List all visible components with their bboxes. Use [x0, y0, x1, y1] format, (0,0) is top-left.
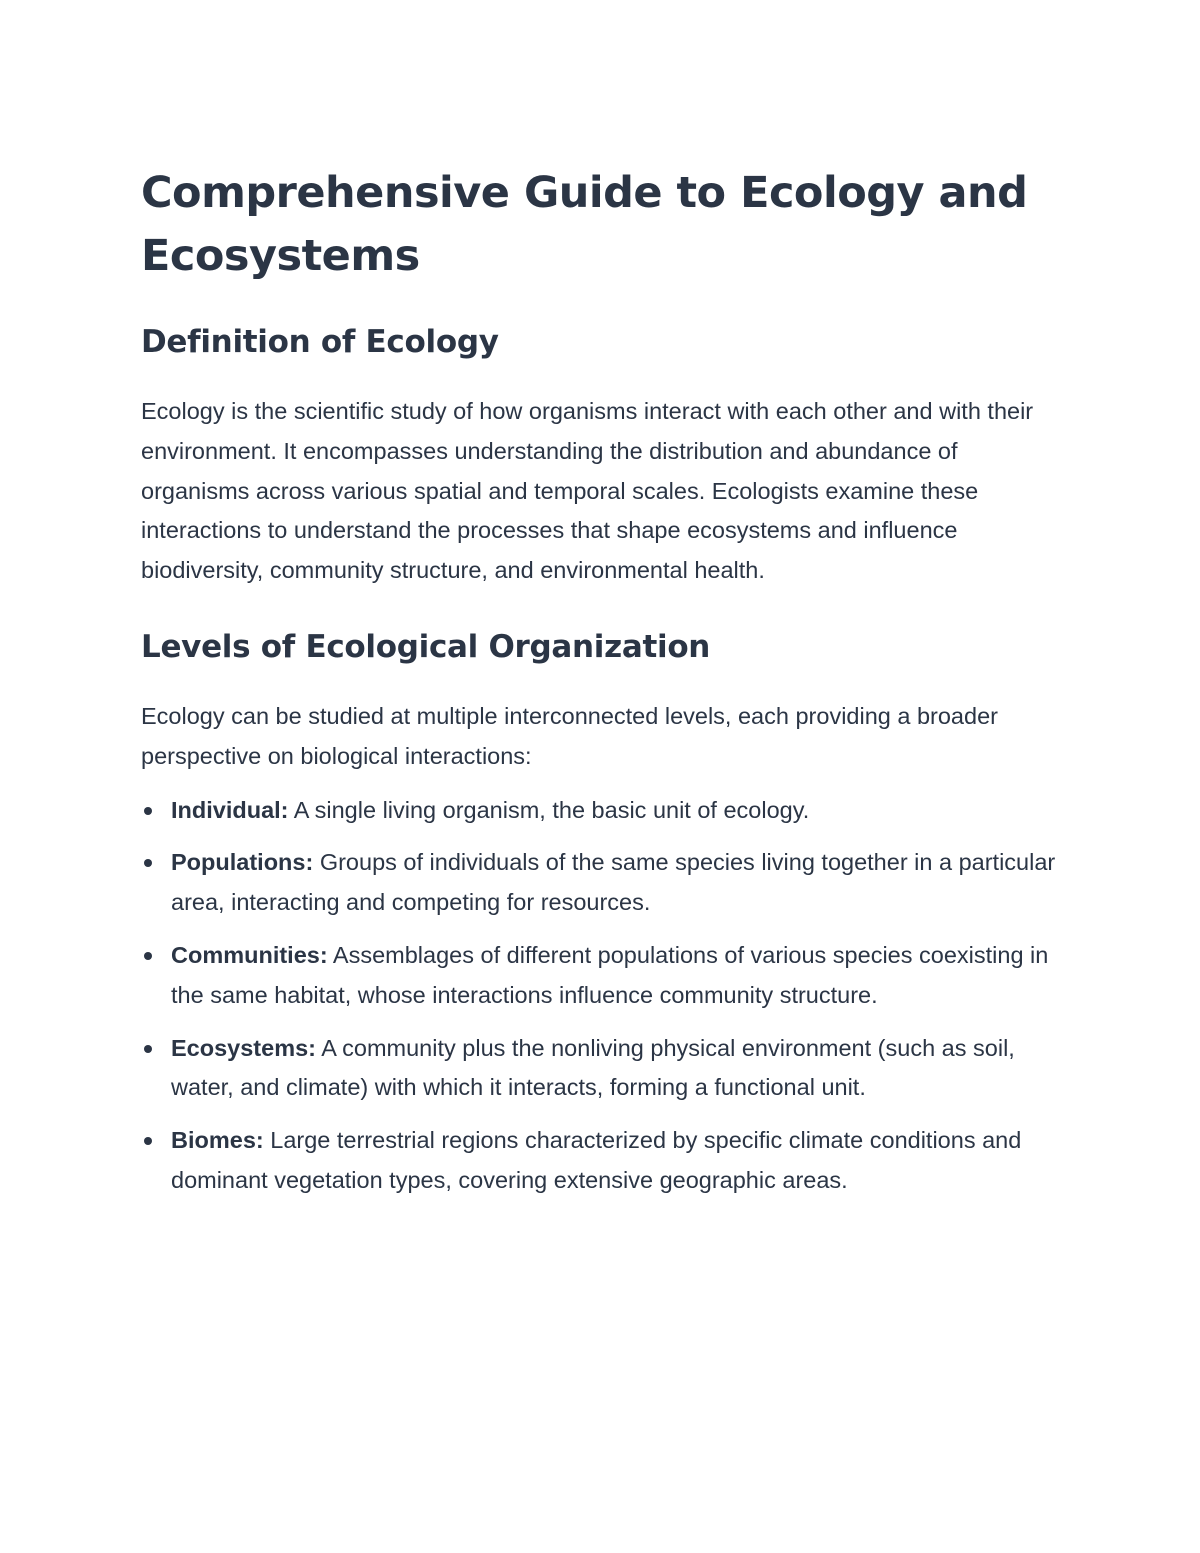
levels-intro-paragraph: Ecology can be studied at multiple interconnected levels, each providing a broader perspective on biological interactions: — [141, 702, 998, 769]
list-item-text: A community plus the nonliving physical environment (such as soil, water, and climate) with which it interacts, forming a functional unit. — [171, 1034, 1015, 1101]
bullet-icon — [144, 952, 152, 960]
document-page — [141, 162, 1061, 1214]
list-item-text: A single living organism, the basic unit of ecology. — [288, 796, 810, 823]
list-item-individual — [141, 791, 1061, 831]
document-title: Comprehensive Guide to Ecology and Ecosystems — [141, 168, 1028, 281]
list-item-term: Biomes: — [171, 1127, 264, 1154]
list-item-term: Communities: — [171, 941, 328, 968]
list-item-populations — [141, 843, 1061, 923]
bullet-icon — [144, 807, 152, 815]
bullet-icon — [144, 859, 152, 867]
list-item-term: Populations: — [171, 849, 314, 876]
list-item-text: Large terrestrial regions characterized by specific climate conditions and dominant vegetation types, covering extensive geographic areas. — [171, 1127, 1022, 1193]
bullet-icon — [144, 1045, 152, 1053]
section-heading-levels: Levels of Ecological Organization — [141, 628, 711, 665]
list-item-biomes — [141, 1121, 1061, 1201]
list-item-text: Assemblages of different populations of various species coexisting in the same habitat, whose interactions influence community structure. — [171, 941, 1049, 1008]
list-item-communities — [141, 936, 1061, 1016]
section-heading-definition: Definition of Ecology — [141, 324, 499, 360]
list-item-ecosystems — [141, 1029, 1061, 1109]
list-item-term: Ecosystems: — [171, 1034, 316, 1061]
list-item-term: Individual: — [171, 796, 289, 823]
levels-list — [141, 791, 1061, 1201]
bullet-icon — [144, 1137, 152, 1145]
definition-paragraph: Ecology is the scientific study of how organisms interact with each other and with their environment. It encompasses understanding the distribution and abundance of organisms across various spatial and temporal scales. Ecologists examine these interactions to understand the processes that shape ecosystems and influence biodiversity, community structure, and environmental health. — [141, 398, 1034, 584]
list-item-text: Groups of individuals of the same species living together in a particular area, interacting and competing for resources. — [171, 849, 1056, 916]
